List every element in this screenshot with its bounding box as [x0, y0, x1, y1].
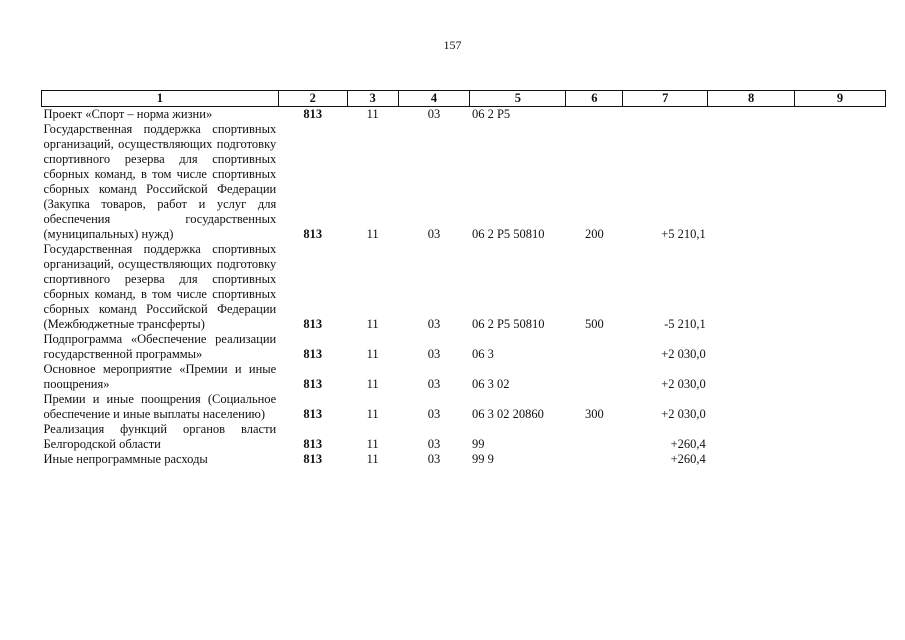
page-number: 157	[443, 38, 462, 52]
cell-col9	[795, 242, 886, 332]
cell-col3: 11	[366, 377, 379, 391]
cell-col5: 06 3	[471, 347, 494, 361]
cell-col9	[795, 422, 886, 452]
header-cell: 6	[566, 91, 623, 107]
header-cell: 4	[398, 91, 470, 107]
table-row	[42, 362, 886, 392]
row-name: Подпрограмма «Обеспечение реализации государственной программы»	[43, 332, 277, 361]
cell-col9	[795, 362, 886, 392]
cell-col2: 813	[303, 227, 323, 241]
cell-col2: 813	[303, 437, 323, 451]
cell-col2: 813	[303, 377, 323, 391]
cell-col4: 03	[427, 317, 441, 331]
cell-col9	[795, 122, 886, 242]
cell-col3: 11	[366, 227, 379, 241]
cell-col3: 11	[366, 107, 379, 121]
cell-col4: 03	[427, 407, 441, 421]
cell-col9	[795, 332, 886, 362]
table-row	[42, 452, 886, 467]
cell-col5: 06 2 Р5 50810	[471, 227, 545, 241]
cell-col8	[708, 452, 795, 467]
cell-col6: 200	[584, 227, 604, 241]
row-name: Премии и иные поощрения (Социальное обеспечение и иные выплаты населению)	[43, 392, 277, 421]
cell-col8	[708, 122, 795, 242]
cell-col3: 11	[366, 317, 379, 331]
cell-col2: 813	[303, 317, 323, 331]
header-cell: 3	[347, 91, 398, 107]
cell-col2: 813	[303, 347, 323, 361]
cell-col7: -5 210,1	[664, 317, 706, 331]
cell-col9	[795, 107, 886, 123]
cell-col6	[566, 452, 623, 467]
cell-col8	[708, 332, 795, 362]
table-row	[42, 422, 886, 452]
header-row	[42, 91, 886, 107]
cell-col5: 06 3 02 20860	[471, 407, 544, 421]
cell-col9	[795, 452, 886, 467]
cell-col7: +2 030,0	[661, 377, 706, 391]
cell-col7: +2 030,0	[661, 407, 706, 421]
cell-col4: 03	[427, 437, 441, 451]
table-row	[42, 242, 886, 332]
cell-col3: 11	[366, 437, 379, 451]
cell-col4: 03	[427, 107, 441, 121]
cell-col4: 03	[427, 452, 441, 466]
cell-col6	[566, 362, 623, 392]
cell-col7: +5 210,1	[661, 227, 706, 241]
cell-col8	[708, 242, 795, 332]
cell-col8	[708, 392, 795, 422]
cell-col5: 06 2 Р5	[471, 107, 511, 121]
cell-col3: 11	[366, 452, 379, 466]
cell-col6: 500	[584, 317, 604, 331]
row-name: Основное мероприятие «Премии и иные поощрения»	[43, 362, 277, 391]
row-name: Иные непрограммные расходы	[43, 452, 208, 466]
row-name: Реализация функций органов власти Белгородской области	[43, 422, 277, 451]
cell-col6	[566, 332, 623, 362]
cell-col6	[566, 422, 623, 452]
row-name: Проект «Спорт – норма жизни»	[43, 107, 213, 121]
cell-col7: +2 030,0	[661, 347, 706, 361]
cell-col6	[566, 107, 623, 123]
table-row	[42, 332, 886, 362]
header-cell: 7	[623, 91, 708, 107]
header-cell: 5	[470, 91, 566, 107]
cell-col7: +260,4	[670, 452, 706, 466]
cell-col4: 03	[427, 347, 441, 361]
cell-col5: 06 2 Р5 50810	[471, 317, 545, 331]
cell-col4: 03	[427, 227, 441, 241]
cell-col8	[708, 107, 795, 123]
header-cell: 9	[795, 91, 886, 107]
cell-col2: 813	[303, 107, 323, 121]
cell-col8	[708, 422, 795, 452]
cell-col4: 03	[427, 377, 441, 391]
cell-col8	[708, 362, 795, 392]
header-cell: 1	[42, 91, 279, 107]
cell-col5: 99	[471, 437, 485, 451]
cell-col9	[795, 392, 886, 422]
header-cell: 8	[708, 91, 795, 107]
budget-table	[41, 90, 886, 467]
cell-col2: 813	[303, 407, 323, 421]
header-cell: 2	[278, 91, 347, 107]
cell-col3: 11	[366, 347, 379, 361]
table-row	[42, 122, 886, 242]
cell-col5: 06 3 02	[471, 377, 510, 391]
row-name: Государственная поддержка спортивных организаций, осуществляющих подготовку спортивного резерва для спортивных сборных команд, в том числе спортивных сборных команд Российской Федерации (Межбюджетные трансферты)	[43, 242, 277, 331]
cell-col6: 300	[584, 407, 604, 421]
cell-col3: 11	[366, 407, 379, 421]
cell-col5: 99 9	[471, 452, 494, 466]
row-name: Государственная поддержка спортивных организаций, осуществляющих подготовку спортивного резерва для спортивных сборных команд, в том числе спортивных сборных команд Российской Федерации (Закупка товаров, работ и услуг для обеспечения государственных (муниципальных) нужд)	[43, 122, 277, 241]
cell-col7: +260,4	[670, 437, 706, 451]
cell-col7	[623, 107, 708, 123]
table-row	[42, 392, 886, 422]
cell-col2: 813	[303, 452, 323, 466]
table-row	[42, 107, 886, 123]
